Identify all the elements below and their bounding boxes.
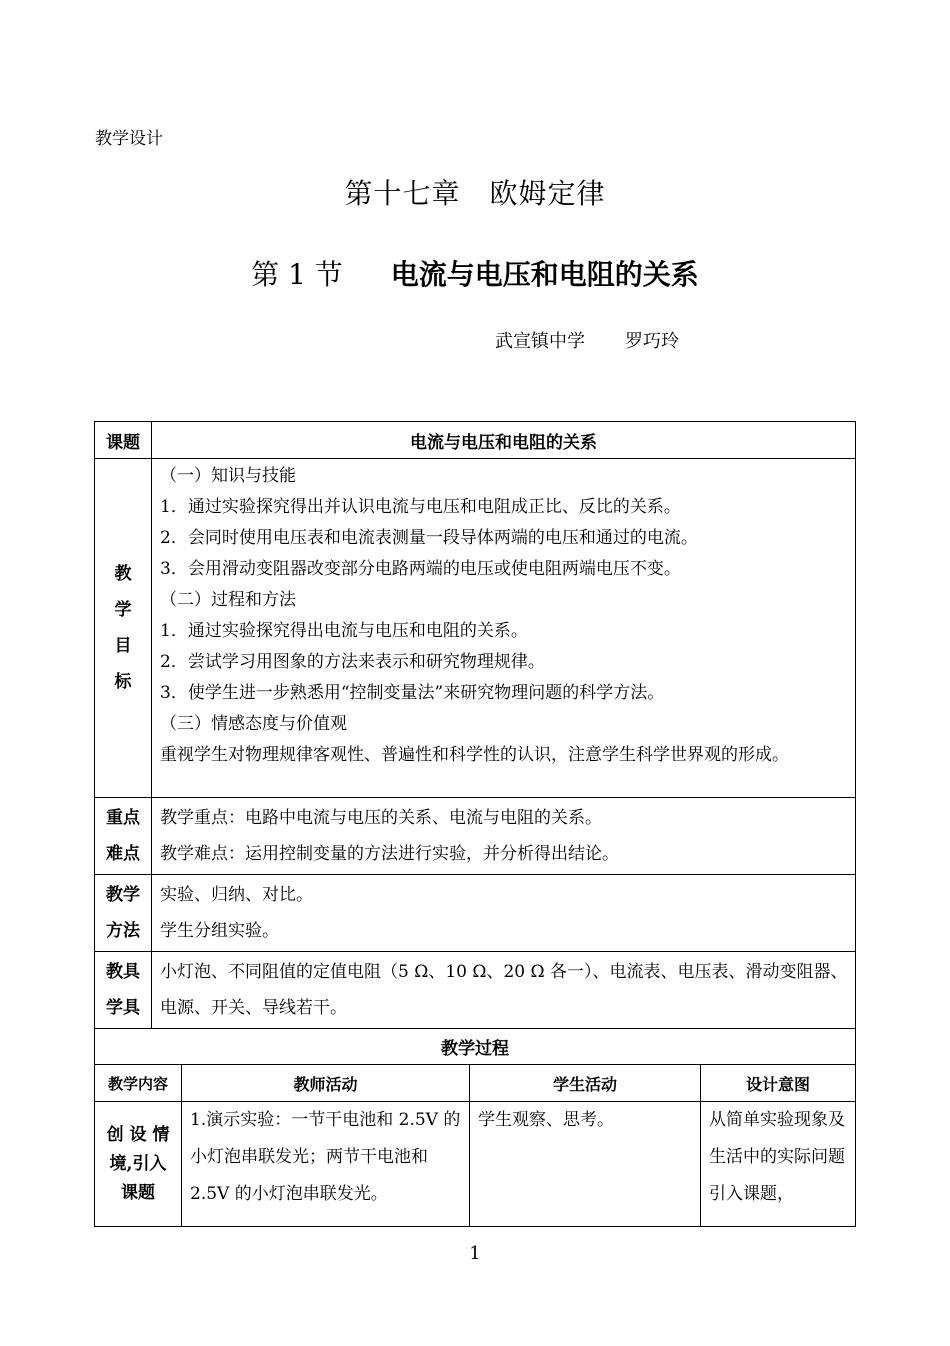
process-header-teacher: 教师活动 xyxy=(182,1065,470,1102)
method-line: 实验、归纳、对比。 xyxy=(160,885,313,905)
author-name: 罗巧玲 xyxy=(625,331,679,352)
chapter-title: 第十七章 欧姆定律 xyxy=(344,177,606,210)
tools-row xyxy=(95,952,856,1029)
keypoints-content xyxy=(152,798,856,875)
goal-line: （三）情感态度与价值观 xyxy=(160,714,347,734)
methods-label: 教学 方法 xyxy=(95,875,152,952)
goal-line: 1．通过实验探究得出并认识电流与电压和电阻成正比、反比的关系。 xyxy=(160,497,681,517)
process-row-intent: 从简单实验现象及生活中的实际问题引入课题， xyxy=(701,1102,856,1227)
author-school: 武宣镇中学 xyxy=(495,331,585,352)
process-row xyxy=(95,1102,856,1227)
keypoints-row xyxy=(95,798,856,875)
tools-content: 小灯泡、不同阻值的定值电阻（5 Ω、10 Ω、20 Ω 各一）、电流表、电压表、滑动变阻器、电源、开关、导线若干。 xyxy=(152,952,856,1029)
process-header-student: 学生活动 xyxy=(470,1065,701,1102)
process-title: 教学过程 xyxy=(95,1029,856,1065)
goal-line: 3．使学生进一步熟悉用“控制变量法”来研究物理问题的科学方法。 xyxy=(160,683,665,703)
goals-row xyxy=(95,459,856,798)
section-number: 第 1 节 xyxy=(251,258,343,291)
topic-value: 电流与电压和电阻的关系 xyxy=(152,422,856,459)
keypoint-line: 教学重点：电路中电流与电压的关系、电流与电阻的关系。 xyxy=(160,808,602,828)
goals-label: 教 学 目 标 xyxy=(95,459,152,798)
process-title-row xyxy=(95,1029,856,1065)
process-header-intent: 设计意图 xyxy=(701,1065,856,1102)
process-header-row xyxy=(95,1065,856,1102)
goal-line: （二）过程和方法 xyxy=(160,590,296,610)
process-header-content: 教学内容 xyxy=(95,1065,182,1102)
process-row-teacher: 1.演示实验：一节干电池和 2.5V 的小灯泡串联发光；两节干电池和 2.5V 的小灯泡串联发光。 xyxy=(182,1102,470,1227)
goal-line: 3．会用滑动变阻器改变部分电路两端的电压或使电阻两端电压不变。 xyxy=(160,559,681,579)
topic-label: 课题 xyxy=(95,422,152,459)
keypoints-label: 重点 难点 xyxy=(95,798,152,875)
goals-content xyxy=(152,459,856,798)
goal-line: 2．尝试学习用图象的方法来表示和研究物理规律。 xyxy=(160,652,545,672)
section-title: 电流与电压和电阻的关系 xyxy=(390,258,699,291)
author-line xyxy=(495,327,679,353)
document-label: 教学设计 xyxy=(95,129,163,149)
lesson-plan-table xyxy=(94,421,856,1227)
process-row-student: 学生观察、思考。 xyxy=(470,1102,701,1227)
method-line: 学生分组实验。 xyxy=(160,921,279,941)
goal-line: （一）知识与技能 xyxy=(160,466,296,486)
goal-line: 重视学生对物理规律客观性、普遍性和科学性的认识，注意学生科学世界观的形成。 xyxy=(160,745,789,765)
goal-line: 2．会同时使用电压表和电流表测量一段导体两端的电压和通过的电流。 xyxy=(160,528,698,548)
process-row-content: 创 设 情 境,引入 课题 xyxy=(95,1102,182,1227)
methods-row xyxy=(95,875,856,952)
topic-row xyxy=(95,422,856,459)
goal-line: 1．通过实验探究得出电流与电压和电阻的关系。 xyxy=(160,621,528,641)
page-number: 1 xyxy=(469,1243,481,1264)
methods-content xyxy=(152,875,856,952)
keypoint-line: 教学难点：运用控制变量的方法进行实验，并分析得出结论。 xyxy=(160,844,619,864)
tools-label: 教具 学具 xyxy=(95,952,152,1029)
section-heading xyxy=(0,253,950,293)
